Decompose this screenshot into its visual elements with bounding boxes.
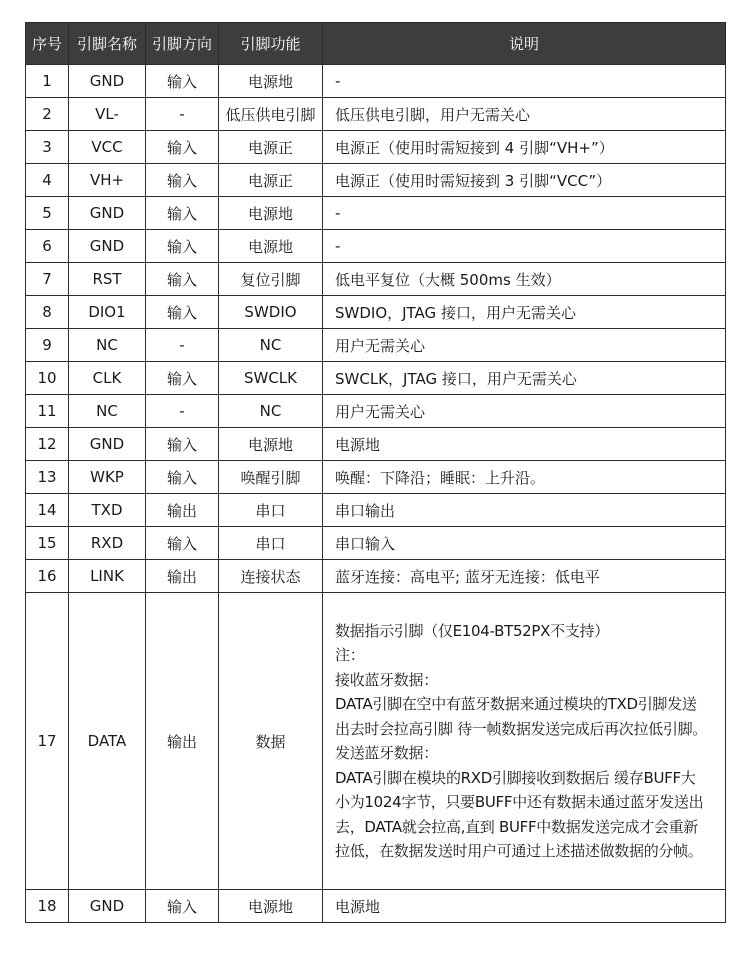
cell-description: 串口输出 <box>323 494 726 527</box>
cell-pin-direction: - <box>146 395 219 428</box>
cell-pin-function: 电源地 <box>219 197 323 230</box>
table-row <box>26 494 726 527</box>
cell-description <box>323 593 726 890</box>
cell-pin-name: LINK <box>69 560 146 593</box>
table-row <box>26 329 726 362</box>
cell-description: SWDIO，JTAG 接口，用户无需关心 <box>323 296 726 329</box>
cell-pin-name: GND <box>69 890 146 923</box>
cell-pin-direction: 输出 <box>146 494 219 527</box>
cell-pin-direction: 输入 <box>146 65 219 98</box>
cell-description: 用户无需关心 <box>323 395 726 428</box>
cell-no: 5 <box>26 197 69 230</box>
cell-description: 唤醒：下降沿；睡眠：上升沿。 <box>323 461 726 494</box>
cell-pin-name: DATA <box>69 593 146 890</box>
cell-pin-direction: 输出 <box>146 560 219 593</box>
cell-no: 1 <box>26 65 69 98</box>
cell-pin-function: NC <box>219 395 323 428</box>
cell-pin-name: NC <box>69 395 146 428</box>
table-row <box>26 395 726 428</box>
cell-pin-function: SWCLK <box>219 362 323 395</box>
cell-no: 10 <box>26 362 69 395</box>
cell-pin-direction: 输入 <box>146 164 219 197</box>
cell-description: 电源正（使用时需短接到 3 引脚“VCC”） <box>323 164 726 197</box>
table-row <box>26 197 726 230</box>
table-row <box>26 428 726 461</box>
cell-pin-direction: 输入 <box>146 527 219 560</box>
cell-pin-name: GND <box>69 230 146 263</box>
description-line: 注： <box>335 646 365 664</box>
table-row <box>26 560 726 593</box>
cell-pin-function: SWDIO <box>219 296 323 329</box>
cell-no: 14 <box>26 494 69 527</box>
cell-pin-direction: 输入 <box>146 197 219 230</box>
cell-pin-function: 电源正 <box>219 131 323 164</box>
cell-pin-name: VL- <box>69 98 146 131</box>
cell-pin-function: 连接状态 <box>219 560 323 593</box>
description-line: 数据指示引脚（仅E104-BT52PX不支持） <box>335 621 609 640</box>
cell-pin-direction: - <box>146 329 219 362</box>
cell-description: - <box>323 65 726 98</box>
cell-pin-name: WKP <box>69 461 146 494</box>
header-pin-direction: 引脚方向 <box>146 23 219 65</box>
cell-description: 串口输入 <box>323 527 726 560</box>
cell-pin-direction: 输入 <box>146 296 219 329</box>
description-line: 拉低，在数据发送时用户可通过上述描述做数据的分帧。 <box>335 842 703 860</box>
table-row <box>26 65 726 98</box>
cell-pin-name: NC <box>69 329 146 362</box>
table-row <box>26 461 726 494</box>
cell-pin-name: GND <box>69 428 146 461</box>
cell-no: 7 <box>26 263 69 296</box>
cell-description: 低压供电引脚，用户无需关心 <box>323 98 726 131</box>
cell-description: SWCLK，JTAG 接口，用户无需关心 <box>323 362 726 395</box>
header-no: 序号 <box>26 23 69 65</box>
table-row <box>26 296 726 329</box>
cell-description: 电源地 <box>323 890 726 923</box>
header-pin-function: 引脚功能 <box>219 23 323 65</box>
cell-no: 18 <box>26 890 69 923</box>
cell-pin-name: DIO1 <box>69 296 146 329</box>
cell-description: 蓝牙连接：高电平; 蓝牙无连接：低电平 <box>323 560 726 593</box>
table-row <box>26 98 726 131</box>
header-row <box>26 23 726 65</box>
cell-pin-function: 串口 <box>219 494 323 527</box>
pin-table <box>25 22 726 923</box>
cell-pin-function: 电源正 <box>219 164 323 197</box>
description-line: 发送蓝牙数据： <box>335 744 438 762</box>
cell-no: 15 <box>26 527 69 560</box>
cell-pin-function: NC <box>219 329 323 362</box>
cell-no: 8 <box>26 296 69 329</box>
cell-no: 3 <box>26 131 69 164</box>
description-line: 出去时会拉高引脚 待一帧数据发送完成后再次拉低引脚。 <box>335 719 707 738</box>
cell-pin-name: GND <box>69 197 146 230</box>
cell-pin-direction: 输入 <box>146 461 219 494</box>
cell-no: 13 <box>26 461 69 494</box>
cell-pin-direction: 输入 <box>146 263 219 296</box>
cell-pin-direction: 输入 <box>146 428 219 461</box>
cell-no: 12 <box>26 428 69 461</box>
cell-pin-function: 低压供电引脚 <box>219 98 323 131</box>
cell-no: 2 <box>26 98 69 131</box>
cell-description: 用户无需关心 <box>323 329 726 362</box>
header-pin-name: 引脚名称 <box>69 23 146 65</box>
table-row <box>26 593 726 890</box>
cell-no: 11 <box>26 395 69 428</box>
cell-pin-function: 复位引脚 <box>219 263 323 296</box>
cell-pin-direction: 输入 <box>146 230 219 263</box>
cell-pin-function: 电源地 <box>219 65 323 98</box>
description-line: DATA引脚在空中有蓝牙数据来通过模块的TXD引脚发送 <box>335 695 697 713</box>
cell-pin-name: VH+ <box>69 164 146 197</box>
cell-description: - <box>323 230 726 263</box>
cell-pin-direction: 输入 <box>146 131 219 164</box>
cell-pin-function: 串口 <box>219 527 323 560</box>
cell-pin-name: RXD <box>69 527 146 560</box>
cell-no: 17 <box>26 593 69 890</box>
cell-pin-name: CLK <box>69 362 146 395</box>
cell-pin-name: TXD <box>69 494 146 527</box>
table-row <box>26 230 726 263</box>
cell-pin-direction: 输入 <box>146 890 219 923</box>
cell-pin-name: VCC <box>69 131 146 164</box>
cell-no: 6 <box>26 230 69 263</box>
cell-description: 电源正（使用时需短接到 4 引脚“VH+”） <box>323 131 726 164</box>
cell-pin-function: 数据 <box>219 593 323 890</box>
description-line: DATA引脚在模块的RXD引脚接收到数据后 缓存BUFF大 <box>335 768 696 787</box>
cell-pin-direction: 输出 <box>146 593 219 890</box>
cell-pin-function: 电源地 <box>219 428 323 461</box>
cell-no: 9 <box>26 329 69 362</box>
table-row <box>26 890 726 923</box>
description-line: 去，DATA就会拉高,直到 BUFF中数据发送完成才会重新 <box>335 817 699 836</box>
cell-pin-direction: - <box>146 98 219 131</box>
cell-pin-function: 电源地 <box>219 890 323 923</box>
cell-description: 电源地 <box>323 428 726 461</box>
cell-pin-function: 唤醒引脚 <box>219 461 323 494</box>
cell-pin-function: 电源地 <box>219 230 323 263</box>
table-row <box>26 164 726 197</box>
cell-pin-direction: 输入 <box>146 362 219 395</box>
cell-pin-name: GND <box>69 65 146 98</box>
cell-no: 4 <box>26 164 69 197</box>
table-row <box>26 263 726 296</box>
cell-description: - <box>323 197 726 230</box>
cell-description: 低电平复位（大概 500ms 生效） <box>323 263 726 296</box>
table-row <box>26 362 726 395</box>
cell-no: 16 <box>26 560 69 593</box>
table-row <box>26 527 726 560</box>
description-line: 小为1024字节，只要BUFF中还有数据未通过蓝牙发送出 <box>335 793 704 811</box>
cell-pin-name: RST <box>69 263 146 296</box>
table-row <box>26 131 726 164</box>
description-line: 接收蓝牙数据： <box>335 670 438 689</box>
header-description: 说明 <box>323 23 726 65</box>
